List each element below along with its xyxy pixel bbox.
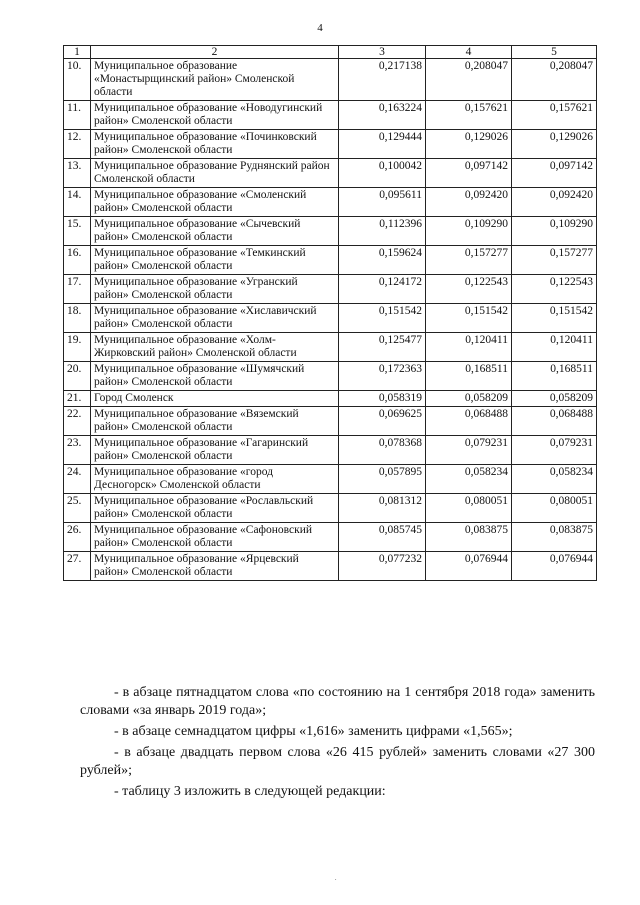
table-row — [64, 59, 597, 101]
row-number: 16. — [64, 246, 91, 275]
table-row — [64, 407, 597, 436]
value-col-4: 0,076944 — [426, 552, 512, 581]
column-header: 4 — [426, 46, 512, 59]
value-col-5: 0,079231 — [512, 436, 597, 465]
value-col-5: 0,157621 — [512, 101, 597, 130]
value-col-5: 0,120411 — [512, 333, 597, 362]
value-col-4: 0,058234 — [426, 465, 512, 494]
row-number: 23. — [64, 436, 91, 465]
table-row — [64, 217, 597, 246]
row-number: 15. — [64, 217, 91, 246]
value-col-5: 0,058209 — [512, 391, 597, 407]
value-col-3: 0,124172 — [339, 275, 426, 304]
value-col-3: 0,112396 — [339, 217, 426, 246]
paragraph: - таблицу 3 изложить в следующей редакции: — [114, 784, 386, 799]
row-number: 19. — [64, 333, 91, 362]
value-col-3: 0,085745 — [339, 523, 426, 552]
municipality-name: Муниципальное образование «Починковский район» Смоленской области — [91, 130, 339, 159]
value-col-4: 0,157621 — [426, 101, 512, 130]
value-col-4: 0,208047 — [426, 59, 512, 101]
table-row — [64, 494, 597, 523]
row-number: 17. — [64, 275, 91, 304]
table-row — [64, 275, 597, 304]
value-col-3: 0,095611 — [339, 188, 426, 217]
value-col-5: 0,068488 — [512, 407, 597, 436]
table-row — [64, 101, 597, 130]
value-col-4: 0,168511 — [426, 362, 512, 391]
column-header: 2 — [91, 46, 339, 59]
value-col-3: 0,069625 — [339, 407, 426, 436]
data-table — [63, 45, 597, 581]
row-number: 10. — [64, 59, 91, 101]
value-col-4: 0,092420 — [426, 188, 512, 217]
value-col-4: 0,122543 — [426, 275, 512, 304]
municipality-name: Муниципальное образование «Сычевский район» Смоленской области — [91, 217, 339, 246]
value-col-3: 0,077232 — [339, 552, 426, 581]
municipality-name: Муниципальное образование «Темкинский район» Смоленской области — [91, 246, 339, 275]
table-row — [64, 159, 597, 188]
row-number: 14. — [64, 188, 91, 217]
municipality-name: Муниципальное образование «Шумячский район» Смоленской области — [91, 362, 339, 391]
value-col-5: 0,058234 — [512, 465, 597, 494]
municipality-name: Муниципальное образование «Смоленский район» Смоленской области — [91, 188, 339, 217]
municipality-name: Муниципальное образование «Угранский район» Смоленской области — [91, 275, 339, 304]
scan-mark: . — [335, 876, 337, 882]
value-col-5: 0,129026 — [512, 130, 597, 159]
value-col-5: 0,092420 — [512, 188, 597, 217]
value-col-3: 0,151542 — [339, 304, 426, 333]
municipality-name: Муниципальное образование «Монастырщинский район» Смоленской области — [91, 59, 339, 101]
table-row — [64, 465, 597, 494]
paragraph: - в абзаце семнадцатом цифры «1,616» заменить цифрами «1,565»; — [114, 724, 513, 739]
row-number: 22. — [64, 407, 91, 436]
value-col-5: 0,157277 — [512, 246, 597, 275]
municipality-name: Муниципальное образование «Новодугинский район» Смоленской области — [91, 101, 339, 130]
municipality-name: Муниципальное образование «Сафоновский район» Смоленской области — [91, 523, 339, 552]
value-col-3: 0,159624 — [339, 246, 426, 275]
row-number: 27. — [64, 552, 91, 581]
paragraph: - в абзаце двадцать первом слова «26 415 рублей» заменить словами «27 300 рублей»; — [80, 745, 595, 778]
value-col-3: 0,125477 — [339, 333, 426, 362]
value-col-4: 0,109290 — [426, 217, 512, 246]
municipality-name: Муниципальное образование «Ярцевский район» Смоленской области — [91, 552, 339, 581]
page-number: 4 — [317, 22, 323, 34]
municipality-name: Город Смоленск — [91, 391, 339, 407]
row-number: 20. — [64, 362, 91, 391]
value-col-4: 0,079231 — [426, 436, 512, 465]
municipality-name: Муниципальное образование «Рославльский район» Смоленской области — [91, 494, 339, 523]
value-col-4: 0,151542 — [426, 304, 512, 333]
value-col-5: 0,076944 — [512, 552, 597, 581]
table-header-row — [64, 46, 597, 59]
municipality-name: Муниципальное образование Руднянский район Смоленской области — [91, 159, 339, 188]
table-row — [64, 391, 597, 407]
table-row — [64, 333, 597, 362]
value-col-4: 0,068488 — [426, 407, 512, 436]
value-col-3: 0,058319 — [339, 391, 426, 407]
row-number: 24. — [64, 465, 91, 494]
table-row — [64, 246, 597, 275]
table-row — [64, 130, 597, 159]
value-col-4: 0,157277 — [426, 246, 512, 275]
value-col-5: 0,122543 — [512, 275, 597, 304]
municipality-name: Муниципальное образование «Хиславичский район» Смоленской области — [91, 304, 339, 333]
column-header: 3 — [339, 46, 426, 59]
column-header: 5 — [512, 46, 597, 59]
row-number: 13. — [64, 159, 91, 188]
table-row — [64, 436, 597, 465]
value-col-5: 0,109290 — [512, 217, 597, 246]
value-col-4: 0,080051 — [426, 494, 512, 523]
table-row — [64, 304, 597, 333]
table-row — [64, 188, 597, 217]
municipality-name: Муниципальное образование «город Десногорск» Смоленской области — [91, 465, 339, 494]
value-col-3: 0,217138 — [339, 59, 426, 101]
row-number: 25. — [64, 494, 91, 523]
column-header: 1 — [64, 46, 91, 59]
value-col-3: 0,100042 — [339, 159, 426, 188]
table-row — [64, 362, 597, 391]
table-row — [64, 552, 597, 581]
value-col-5: 0,208047 — [512, 59, 597, 101]
value-col-4: 0,097142 — [426, 159, 512, 188]
value-col-5: 0,097142 — [512, 159, 597, 188]
row-number: 21. — [64, 391, 91, 407]
row-number: 26. — [64, 523, 91, 552]
paragraph: - в абзаце пятнадцатом слова «по состоянию на 1 сентября 2018 года» заменить словами «за январь 2019 года»; — [80, 685, 595, 718]
value-col-4: 0,129026 — [426, 130, 512, 159]
value-col-3: 0,078368 — [339, 436, 426, 465]
row-number: 12. — [64, 130, 91, 159]
row-number: 11. — [64, 101, 91, 130]
row-number: 18. — [64, 304, 91, 333]
value-col-3: 0,129444 — [339, 130, 426, 159]
value-col-3: 0,163224 — [339, 101, 426, 130]
amendment-text — [80, 684, 595, 804]
value-col-5: 0,168511 — [512, 362, 597, 391]
table-row — [64, 523, 597, 552]
value-col-4: 0,120411 — [426, 333, 512, 362]
value-col-5: 0,083875 — [512, 523, 597, 552]
value-col-5: 0,151542 — [512, 304, 597, 333]
municipality-name: Муниципальное образование «Гагаринский район» Смоленской области — [91, 436, 339, 465]
municipality-name: Муниципальное образование «Вяземский район» Смоленской области — [91, 407, 339, 436]
value-col-3: 0,081312 — [339, 494, 426, 523]
value-col-3: 0,057895 — [339, 465, 426, 494]
value-col-4: 0,083875 — [426, 523, 512, 552]
value-col-3: 0,172363 — [339, 362, 426, 391]
value-col-4: 0,058209 — [426, 391, 512, 407]
value-col-5: 0,080051 — [512, 494, 597, 523]
municipality-name: Муниципальное образование «Холм-Жирковский район» Смоленской области — [91, 333, 339, 362]
